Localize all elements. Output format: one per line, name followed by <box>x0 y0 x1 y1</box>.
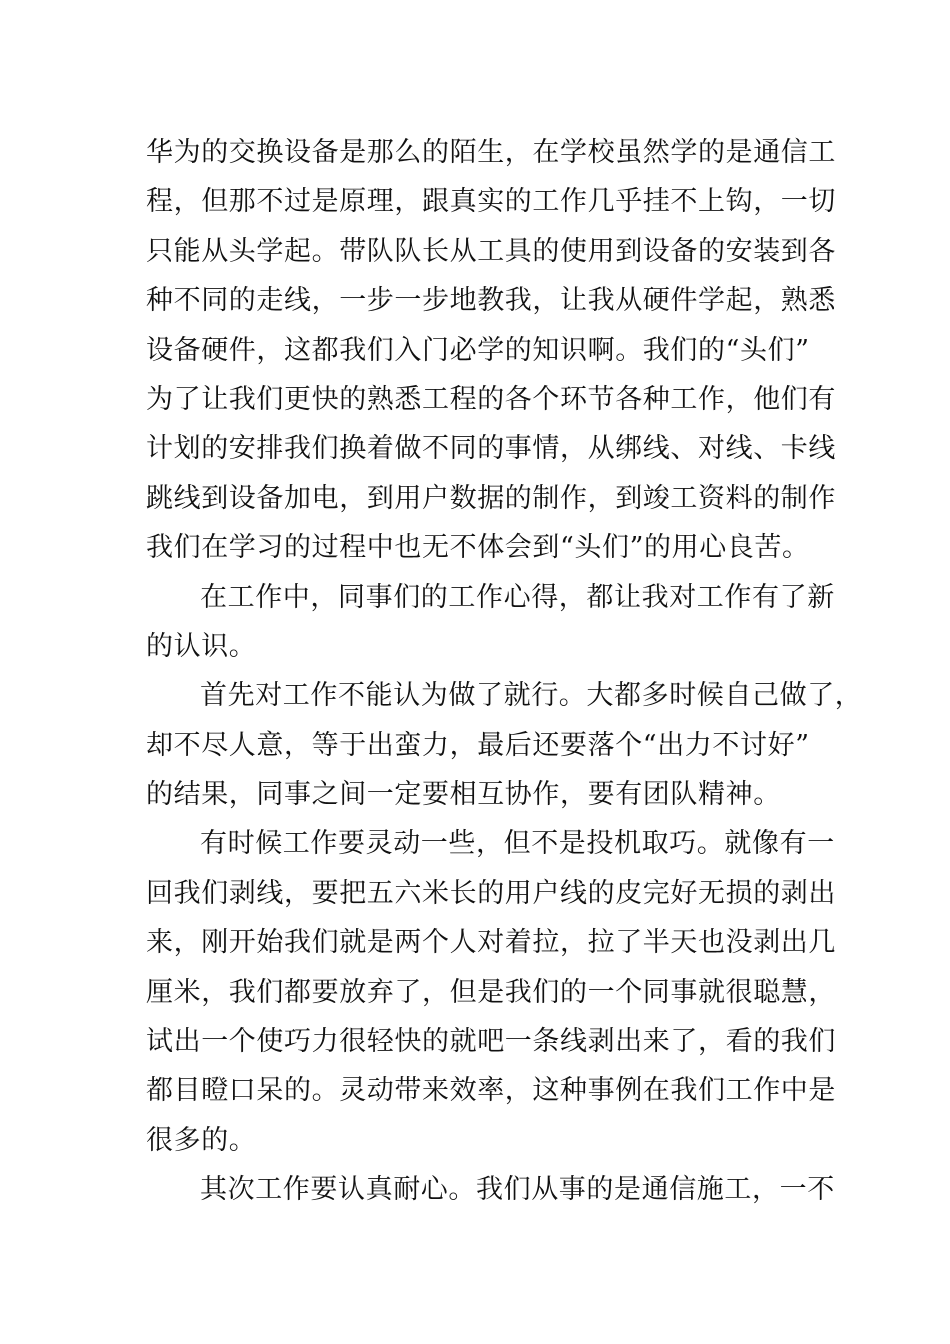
text-line: 却不尽人意，等于出蛮力，最后还要落个“出力不讨好” <box>146 729 810 761</box>
text-line: 跳线到设备加电，到用户数据的制作，到竣工资料的制作 <box>146 482 836 514</box>
text-line: 华为的交换设备是那么的陌生，在学校虽然学的是通信工 <box>146 137 836 168</box>
paragraph-first-line: 有时候工作要灵动一些，但不是投机取巧。就像有一 <box>200 828 835 860</box>
text-line: 的认识。 <box>146 630 257 662</box>
text-line: 厘米，我们都要放弃了，但是我们的一个同事就很聪慧， <box>146 976 836 1008</box>
text-line: 来，刚开始我们就是两个人对着拉，拉了半天也没剥出几 <box>146 927 836 959</box>
text-line: 很多的。 <box>146 1124 257 1156</box>
text-line: 程，但那不过是原理，跟真实的工作几乎挂不上钩，一切 <box>146 186 836 218</box>
text-line: 设备硬件，这都我们入门必学的知识啊。我们的“头们” <box>146 334 810 366</box>
text-line: 的结果，同事之间一定要相互协作，要有团队精神。 <box>146 779 781 811</box>
body-text <box>146 128 863 1215</box>
paragraph-first-line: 其次工作要认真耐心。我们从事的是通信施工，一不 <box>200 1174 835 1206</box>
text-line: 回我们剥线，要把五六米长的用户线的皮完好无损的剥出 <box>146 877 836 909</box>
text-line: 都目瞪口呆的。灵动带来效率，这种事例在我们工作中是 <box>146 1075 836 1107</box>
text-line: 我们在学习的过程中也无不体会到“头们”的用心良苦。 <box>146 532 810 564</box>
text-line: 种不同的走线，一步一步地教我，让我从硬件学起，熟悉 <box>146 285 836 317</box>
text-line: 试出一个使巧力很轻快的就吧一条线剥出来了，看的我们 <box>146 1026 836 1058</box>
text-line: 只能从头学起。带队队长从工具的使用到设备的安装到各 <box>146 235 836 267</box>
text-line: 计划的安排我们换着做不同的事情，从绑线、对线、卡线 <box>146 433 836 465</box>
text-line: 为了让我们更快的熟悉工程的各个环节各种工作，他们有 <box>146 383 836 415</box>
paragraph-first-line: 首先对工作不能认为做了就行。大都多时候自己做了， <box>200 680 863 712</box>
paragraph-first-line: 在工作中，同事们的工作心得，都让我对工作有了新 <box>200 581 835 613</box>
